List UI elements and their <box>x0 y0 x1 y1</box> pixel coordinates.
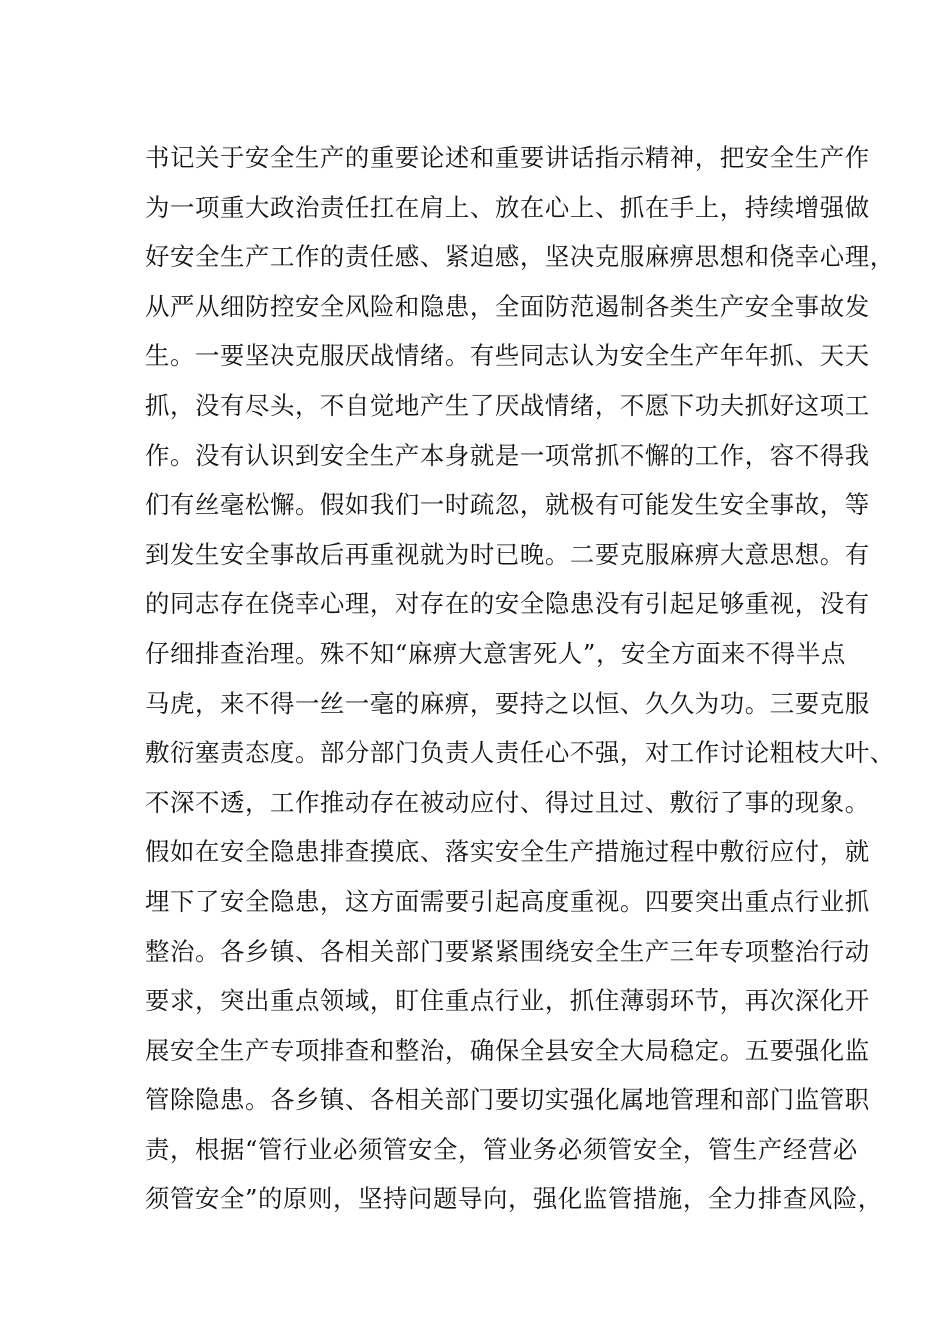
text-line: 的同志存在侥幸心理，对存在的安全隐患没有引起足够重视，没有 <box>145 589 870 619</box>
text-line: 抓，没有尽头，不自觉地产生了厌战情绪，不愿下功夫抓好这项工 <box>145 390 870 420</box>
text-line: 从严从细防控安全风险和隐患，全面防范遏制各类生产安全事故发 <box>145 291 870 321</box>
text-line: 作。没有认识到安全生产本身就是一项常抓不懈的工作，容不得我 <box>145 440 870 470</box>
text-line: 责，根据“管行业必须管安全，管业务必须管安全，管生产经营必 <box>145 1134 858 1164</box>
body-text <box>145 133 895 1224</box>
text-line: 敷衍塞责态度。部分部门负责人责任心不强，对工作讨论粗枝大叶、 <box>145 738 895 768</box>
text-line: 好安全生产工作的责任感、紧迫感，坚决克服麻痹思想和侥幸心理， <box>145 242 895 272</box>
text-line: 假如在安全隐患排查摸底、落实安全生产措施过程中敷衍应付，就 <box>145 837 870 867</box>
text-line: 马虎，来不得一丝一毫的麻痹，要持之以恒、久久为功。三要克服 <box>145 688 870 718</box>
text-line: 展安全生产专项排查和整治，确保全县安全大局稳定。五要强化监 <box>145 1035 870 1065</box>
text-line: 管除隐患。各乡镇、各相关部门要切实强化属地管理和部门监管职 <box>145 1085 870 1115</box>
text-line: 书记关于安全生产的重要论述和重要讲话指示精神，把安全生产作 <box>145 143 870 172</box>
text-line: 仔细排查治理。殊不知“麻痹大意害死人”，安全方面来不得半点 <box>145 638 846 668</box>
text-line: 为一项重大政治责任扛在肩上、放在心上、抓在手上，持续增强做 <box>145 192 870 222</box>
text-line: 整治。各乡镇、各相关部门要紧紧围绕安全生产三年专项整治行动 <box>145 936 870 966</box>
text-line: 们有丝毫松懈。假如我们一时疏忽，就极有可能发生安全事故，等 <box>145 490 870 520</box>
text-line: 到发生安全事故后再重视就为时已晚。二要克服麻痹大意思想。有 <box>145 539 870 569</box>
text-line: 生。一要坚决克服厌战情绪。有些同志认为安全生产年年抓、天天 <box>145 341 870 371</box>
text-line: 要求，突出重点领域，盯住重点行业，抓住薄弱环节，再次深化开 <box>145 986 870 1016</box>
text-line: 须管安全”的原则，坚持问题导向，强化监管措施，全力排查风险， <box>145 1184 883 1214</box>
text-line: 埋下了安全隐患，这方面需要引起高度重视。四要突出重点行业抓 <box>145 886 870 916</box>
text-line: 不深不透，工作推动存在被动应付、得过且过、敷衍了事的现象。 <box>145 787 870 817</box>
